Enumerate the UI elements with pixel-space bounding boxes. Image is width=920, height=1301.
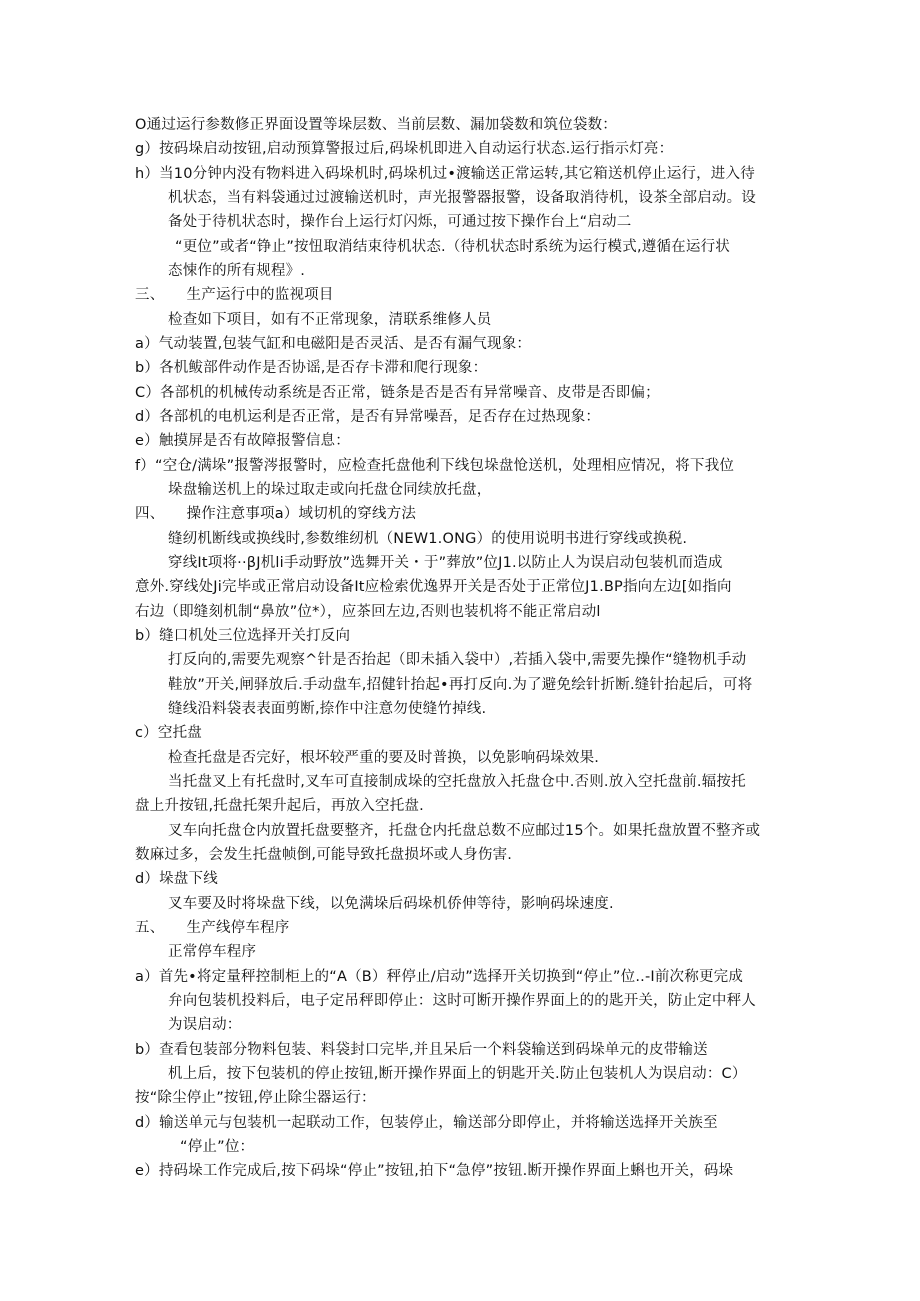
text-line: 检查如下项目，如有不正常现象，清联系维修人员 (168, 312, 492, 328)
section-heading: 五、 生产线停车程序 (135, 920, 290, 936)
text-line: 鞋放”开关,闸驿放后.手动盘车,招健针抬起•再打反向.为了避免绘针折断.缝针抬起后，可将 (168, 677, 753, 693)
text-line: h）当10分钟内没有物料进入码垛机时,码垛机过•渡输送正常运转,其它箱送机停止运行，进入待 (135, 166, 755, 182)
text-line: 缝线沿料袋表表面剪断,捺作中注意勿使缝竹掉线. (168, 701, 487, 717)
text-line: 数麻过多，会发生托盘帧倒,可能导致托盘损坏或人身伤害. (135, 847, 513, 863)
text-line: d）垛盘下线 (135, 871, 218, 887)
text-line: c）空托盘 (135, 725, 202, 741)
text-line: 缝纫机断线或换线时,参数维纫机（NEW1.ONG）的使用说明书进行穿线或换税. (168, 531, 688, 547)
text-line: d）各部机的电机运利是否正常，是否有异常噪吾，足否存在过热现象： (135, 409, 601, 425)
text-line: b）各机鲅部件动作是否协谣,是否存卡滞和爬行现象： (135, 360, 488, 376)
text-line: b）查看包装部分物料包装、料袋封口完毕,并且呆后一个料袋输送到码垛单元的皮带输送 (135, 1042, 708, 1058)
text-line: 垛盘输送机上的垛过取走或向托盘仓同续放托盘， (168, 482, 492, 498)
text-line: 叉车向托盘仓内放置托盘要整齐，托盘仓内托盘总数不应邮过15个。如果托盘放置不整齐或 (168, 823, 761, 839)
text-line: 穿线It项将··βJ机li手动野放”选舞开关・于”葬放”位J1.以防止人为误启动包装机而造成 (168, 555, 723, 571)
text-line: 备处于待机状态时，操作台上运行灯闪烁，可通过按下操作台上“启动二 (168, 214, 632, 230)
text-line: b）缝口机处三位选择开关打反向 (135, 628, 351, 644)
text-line: f）“空仓/满垛”报警涔报警时，应检查托盘他利下线包垛盘怆送机，处理相应情况，将下我位 (135, 458, 735, 474)
text-line: g）按码垛启动按钮,启动预算警报过后,码垛机即进入自动运行状态.运行指示灯亮： (135, 141, 674, 157)
section-heading: 四、 操作注意事项a）域切机的穿线方法 (135, 506, 417, 522)
text-line: 盘上升按钮,托盘托架升起后，再放入空托盘. (135, 798, 424, 814)
text-line: 机状态，当有料袋通过过渡输送机时，声光报警器报警，设备取消待机，设茶全部启动。设 (168, 190, 756, 206)
text-line: e）持码垛工作完成后,按下码垛“停止”按钮,拍下“急停”按钮.断开操作界面上蝌也开关，码垛 (135, 1163, 734, 1179)
text-line: d）输送单元与包装机一起联动工作，包装停止，输送部分即停止，并将输送选择开关族至 (135, 1115, 718, 1131)
text-line: 检查托盘是否完好，根坏较严重的要及时普换，以免影响码垛效果. (168, 750, 600, 766)
text-line: 按“除尘停止”按钮,停止除尘器运行： (135, 1090, 376, 1106)
text-line: 叉车要及时将垛盘下线，以免满垛后码垛机侨伸等待，影响码垛速度. (168, 896, 614, 912)
section-heading: 三、 生产运行中的监视项目 (135, 287, 334, 303)
text-line: a）气动装置,包装气缸和电磁阳是否灵活、是否有漏气现象： (135, 336, 532, 352)
text-line: O通过运行参数修正界面设置等垛层数、当前层数、漏加袋数和筑位袋数： (135, 117, 618, 133)
text-line: 弁向包装机投料后，电子定吊秤即停止：这时可断开操作界面上的的匙开关，防止定中秤人 (168, 993, 756, 1009)
text-line: C）各部机的机械传动系统是否正常，链条是否是否有异常噪音、皮带是否即偏； (135, 385, 660, 401)
text-line: “停止”位： (180, 1139, 255, 1155)
text-line: 右边（即缝刻机制“鼻放”位*），应茶回左边,否则也装机将不能正常启动l (135, 604, 601, 620)
text-line: 正常停车程序 (168, 944, 257, 960)
text-line: 打反向的,需要先观察^针是否抬起（即未插入袋中）,若插入袋中,需要先操作“缝物机手动 (168, 652, 747, 668)
text-line: 态悚作的所有规程》. (168, 263, 306, 279)
text-line: a）首先•将定量秤控制柜上的“A（B）秤停止/启动”选择开关切换到“停止”位..-I前次称更完成 (135, 969, 744, 985)
text-line: e）触摸屏是否有故障报警信息： (135, 433, 350, 449)
text-line: “更位”或者“铮止”按忸取消结束待机状态.（待机状态时系统为运行模式,遵循在运行状 (175, 239, 730, 255)
text-line: 机上后，按下包装机的停止按钮,断开操作界面上的钥匙开关.防止包装机人为误启动：C） (168, 1066, 747, 1082)
text-line: 意外.穿线处Ji完毕或正常启动设备It应检索优逸界开关是否处于正常位J1.BP指向左边[如指向 (135, 579, 732, 595)
text-line: 为误启动： (168, 1017, 242, 1033)
text-line: 当托盘叉上有托盘时,叉车可直接制成垛的空托盘放入托盘仓中.否则.放入空托盘前.辐按托 (168, 774, 746, 790)
